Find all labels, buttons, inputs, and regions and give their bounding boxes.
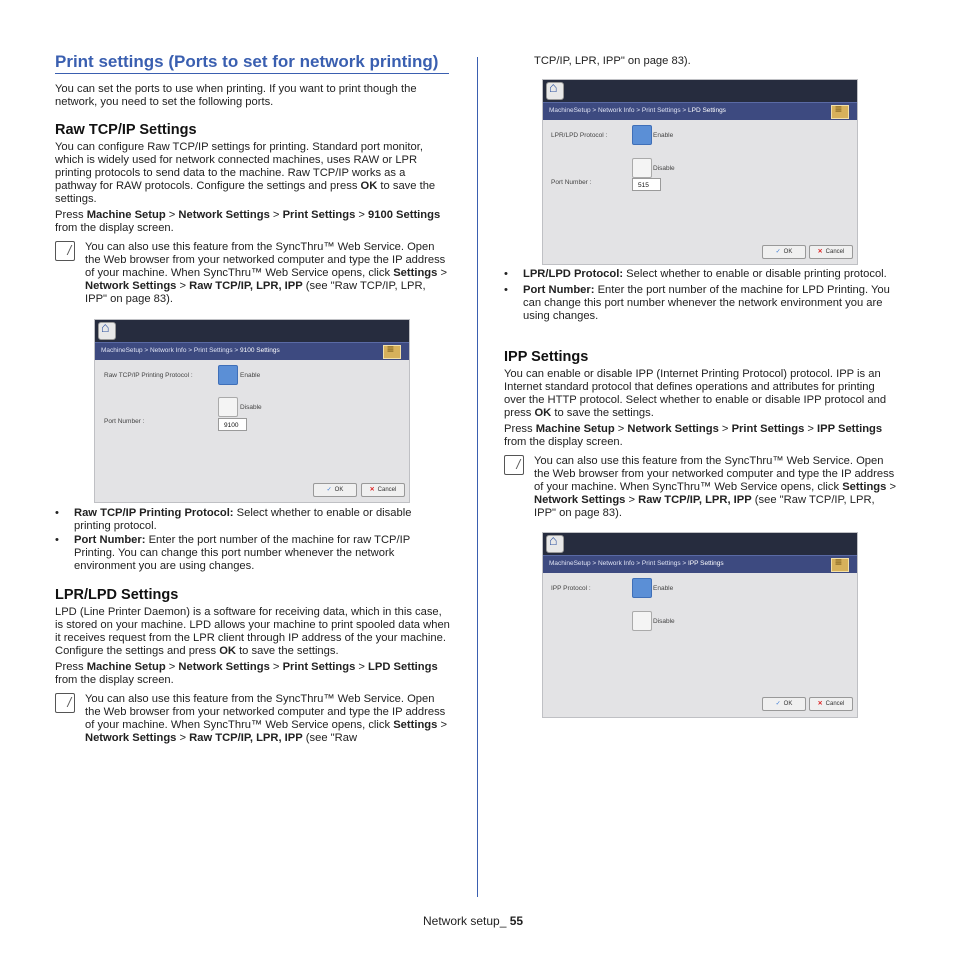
breadcrumb: MachineSetup > Network Info > Print Settings > IPP Settings ≡ (543, 555, 857, 573)
lpr-bullets (504, 268, 894, 324)
column-divider (477, 57, 478, 897)
screen-ipp-settings (542, 532, 858, 718)
screen-9100-settings (94, 319, 410, 503)
disable-label: Disable (653, 618, 675, 625)
list-item: • Raw TCP/IP Printing Protocol: Select whether to enable or disable printing protocol. (55, 507, 445, 533)
port-label: Port Number : (551, 179, 592, 186)
ipp-description: You can enable or disable IPP (Internet Printing Protocol) protocol. IPP is an Internet standard protocol that defines operations and attributes for printing over the HTTP protocol. Select whether to enable or disable IPP protocol and press OK to save the settings. (504, 368, 887, 419)
lpr-note-text: You can also use this feature from the SyncThru™ Web Service. Open the Web browser from your networked computer and type the IP address of your machine. When SyncThru™ Web Service opens, click Settings > Network Settings > Raw TCP/IP, LPR, IPP (see "Raw (85, 693, 447, 744)
protocol-label: IPP Protocol : (551, 585, 591, 592)
menu-icon[interactable] (831, 105, 849, 119)
list-item: • Port Number: Enter the port number of the machine for raw TCP/IP Printing. You can change this port number whenever the network environment you are using changes. (55, 534, 445, 573)
breadcrumb: MachineSetup > Network Info > Print Settings > LPD Settings ≡ (543, 102, 857, 120)
lpr-description: LPD (Line Printer Daemon) is a software for receiving data, which in this case, is stored on your machine. LPD allows your machine to print spooled data when it receives request from the LPR client through IP address of the your machine. Configure the settings and press OK to save the settings. (55, 606, 450, 657)
screen-topbar (543, 80, 857, 102)
enable-label: Enable (653, 585, 674, 592)
disable-label: Disable (240, 404, 262, 411)
note-icon (55, 693, 75, 713)
lpr-press-path: Press Machine Setup > Network Settings > Print Settings > LPD Settings from the display screen. (55, 661, 438, 686)
home-icon[interactable] (546, 535, 564, 553)
ok-button[interactable]: ✓ OK (313, 483, 357, 497)
ipp-note (504, 455, 899, 521)
disable-option[interactable] (218, 397, 238, 417)
disable-label: Disable (653, 165, 675, 172)
cancel-button[interactable]: ✕ Cancel (809, 697, 853, 711)
enable-option[interactable] (632, 578, 652, 598)
raw-note (55, 241, 450, 307)
ok-button[interactable]: ✓ OK (762, 245, 806, 259)
enable-option[interactable] (632, 125, 652, 145)
cancel-button[interactable]: ✕ Cancel (809, 245, 853, 259)
port-number-field[interactable]: 515 (632, 178, 661, 191)
page-title: Print settings (Ports to set for network printing) (55, 52, 439, 71)
lpr-heading: LPR/LPD Settings (55, 587, 179, 603)
raw-note-text: You can also use this feature from the SyncThru™ Web Service. Open the Web browser from your networked computer and type the IP address of your machine. When SyncThru™ Web Service opens, click Settings > Network Settings > Raw TCP/IP, LPR, IPP (see "Raw TCP/IP, LPR, IPP" on page 83). (85, 241, 447, 305)
intro-text: You can set the ports to use when printing. If you want to print though the network, you need to set the following ports. (55, 83, 417, 108)
enable-label: Enable (653, 132, 674, 139)
lpr-note (55, 693, 450, 747)
ipp-heading: IPP Settings (504, 349, 589, 365)
ipp-press-path: Press Machine Setup > Network Settings > Print Settings > IPP Settings from the display screen. (504, 423, 883, 448)
protocol-label: Raw TCP/IP Printing Protocol : (104, 372, 193, 379)
breadcrumb: MachineSetup > Network Info > Print Settings > 9100 Settings ≡ (95, 342, 409, 360)
screen-topbar (543, 533, 857, 555)
lpr-note-continued: TCP/IP, LPR, IPP" on page 83). (534, 55, 691, 67)
note-icon (55, 241, 75, 261)
disable-option[interactable] (632, 611, 652, 631)
port-label: Port Number : (104, 418, 145, 425)
port-number-field[interactable]: 9100 (218, 418, 247, 431)
home-icon[interactable] (546, 82, 564, 100)
home-icon[interactable] (98, 322, 116, 340)
raw-heading: Raw TCP/IP Settings (55, 122, 197, 138)
list-item: • Port Number: Enter the port number of the machine for LPD Printing. You can change this port number whenever the network environment you are using changes. (504, 284, 894, 323)
note-icon (504, 455, 524, 475)
title-rule (55, 73, 449, 74)
enable-label: Enable (240, 372, 261, 379)
ok-button[interactable]: ✓ OK (762, 697, 806, 711)
page-footer: Network setup_ 55 (423, 914, 524, 928)
raw-press-path: Press Machine Setup > Network Settings > Print Settings > 9100 Settings from the display screen. (55, 209, 441, 234)
ipp-note-text: You can also use this feature from the SyncThru™ Web Service. Open the Web browser from your networked computer and type the IP address of your machine. When SyncThru™ Web Service opens, click Settings > Network Settings > Raw TCP/IP, LPR, IPP (see "Raw TCP/IP, LPR, IPP" on page 83). (534, 455, 896, 519)
disable-option[interactable] (632, 158, 652, 178)
menu-icon[interactable] (831, 558, 849, 572)
enable-option[interactable] (218, 365, 238, 385)
list-item: • LPR/LPD Protocol: Select whether to enable or disable printing protocol. (504, 268, 894, 281)
screen-lpd-settings (542, 79, 858, 265)
screen-topbar (95, 320, 409, 342)
protocol-label: LPR/LPD Protocol : (551, 132, 608, 139)
raw-bullets (55, 507, 445, 574)
raw-description: You can configure Raw TCP/IP settings for printing. Standard port monitor, which is widely used for network connected machines, uses RAW or LPR printing protocols to send data to the machine. Raw TCP/IP works as a pathway for RAW protocols. Configure the settings and press OK to save the settings. (55, 141, 436, 205)
cancel-button[interactable]: ✕ Cancel (361, 483, 405, 497)
menu-icon[interactable] (383, 345, 401, 359)
